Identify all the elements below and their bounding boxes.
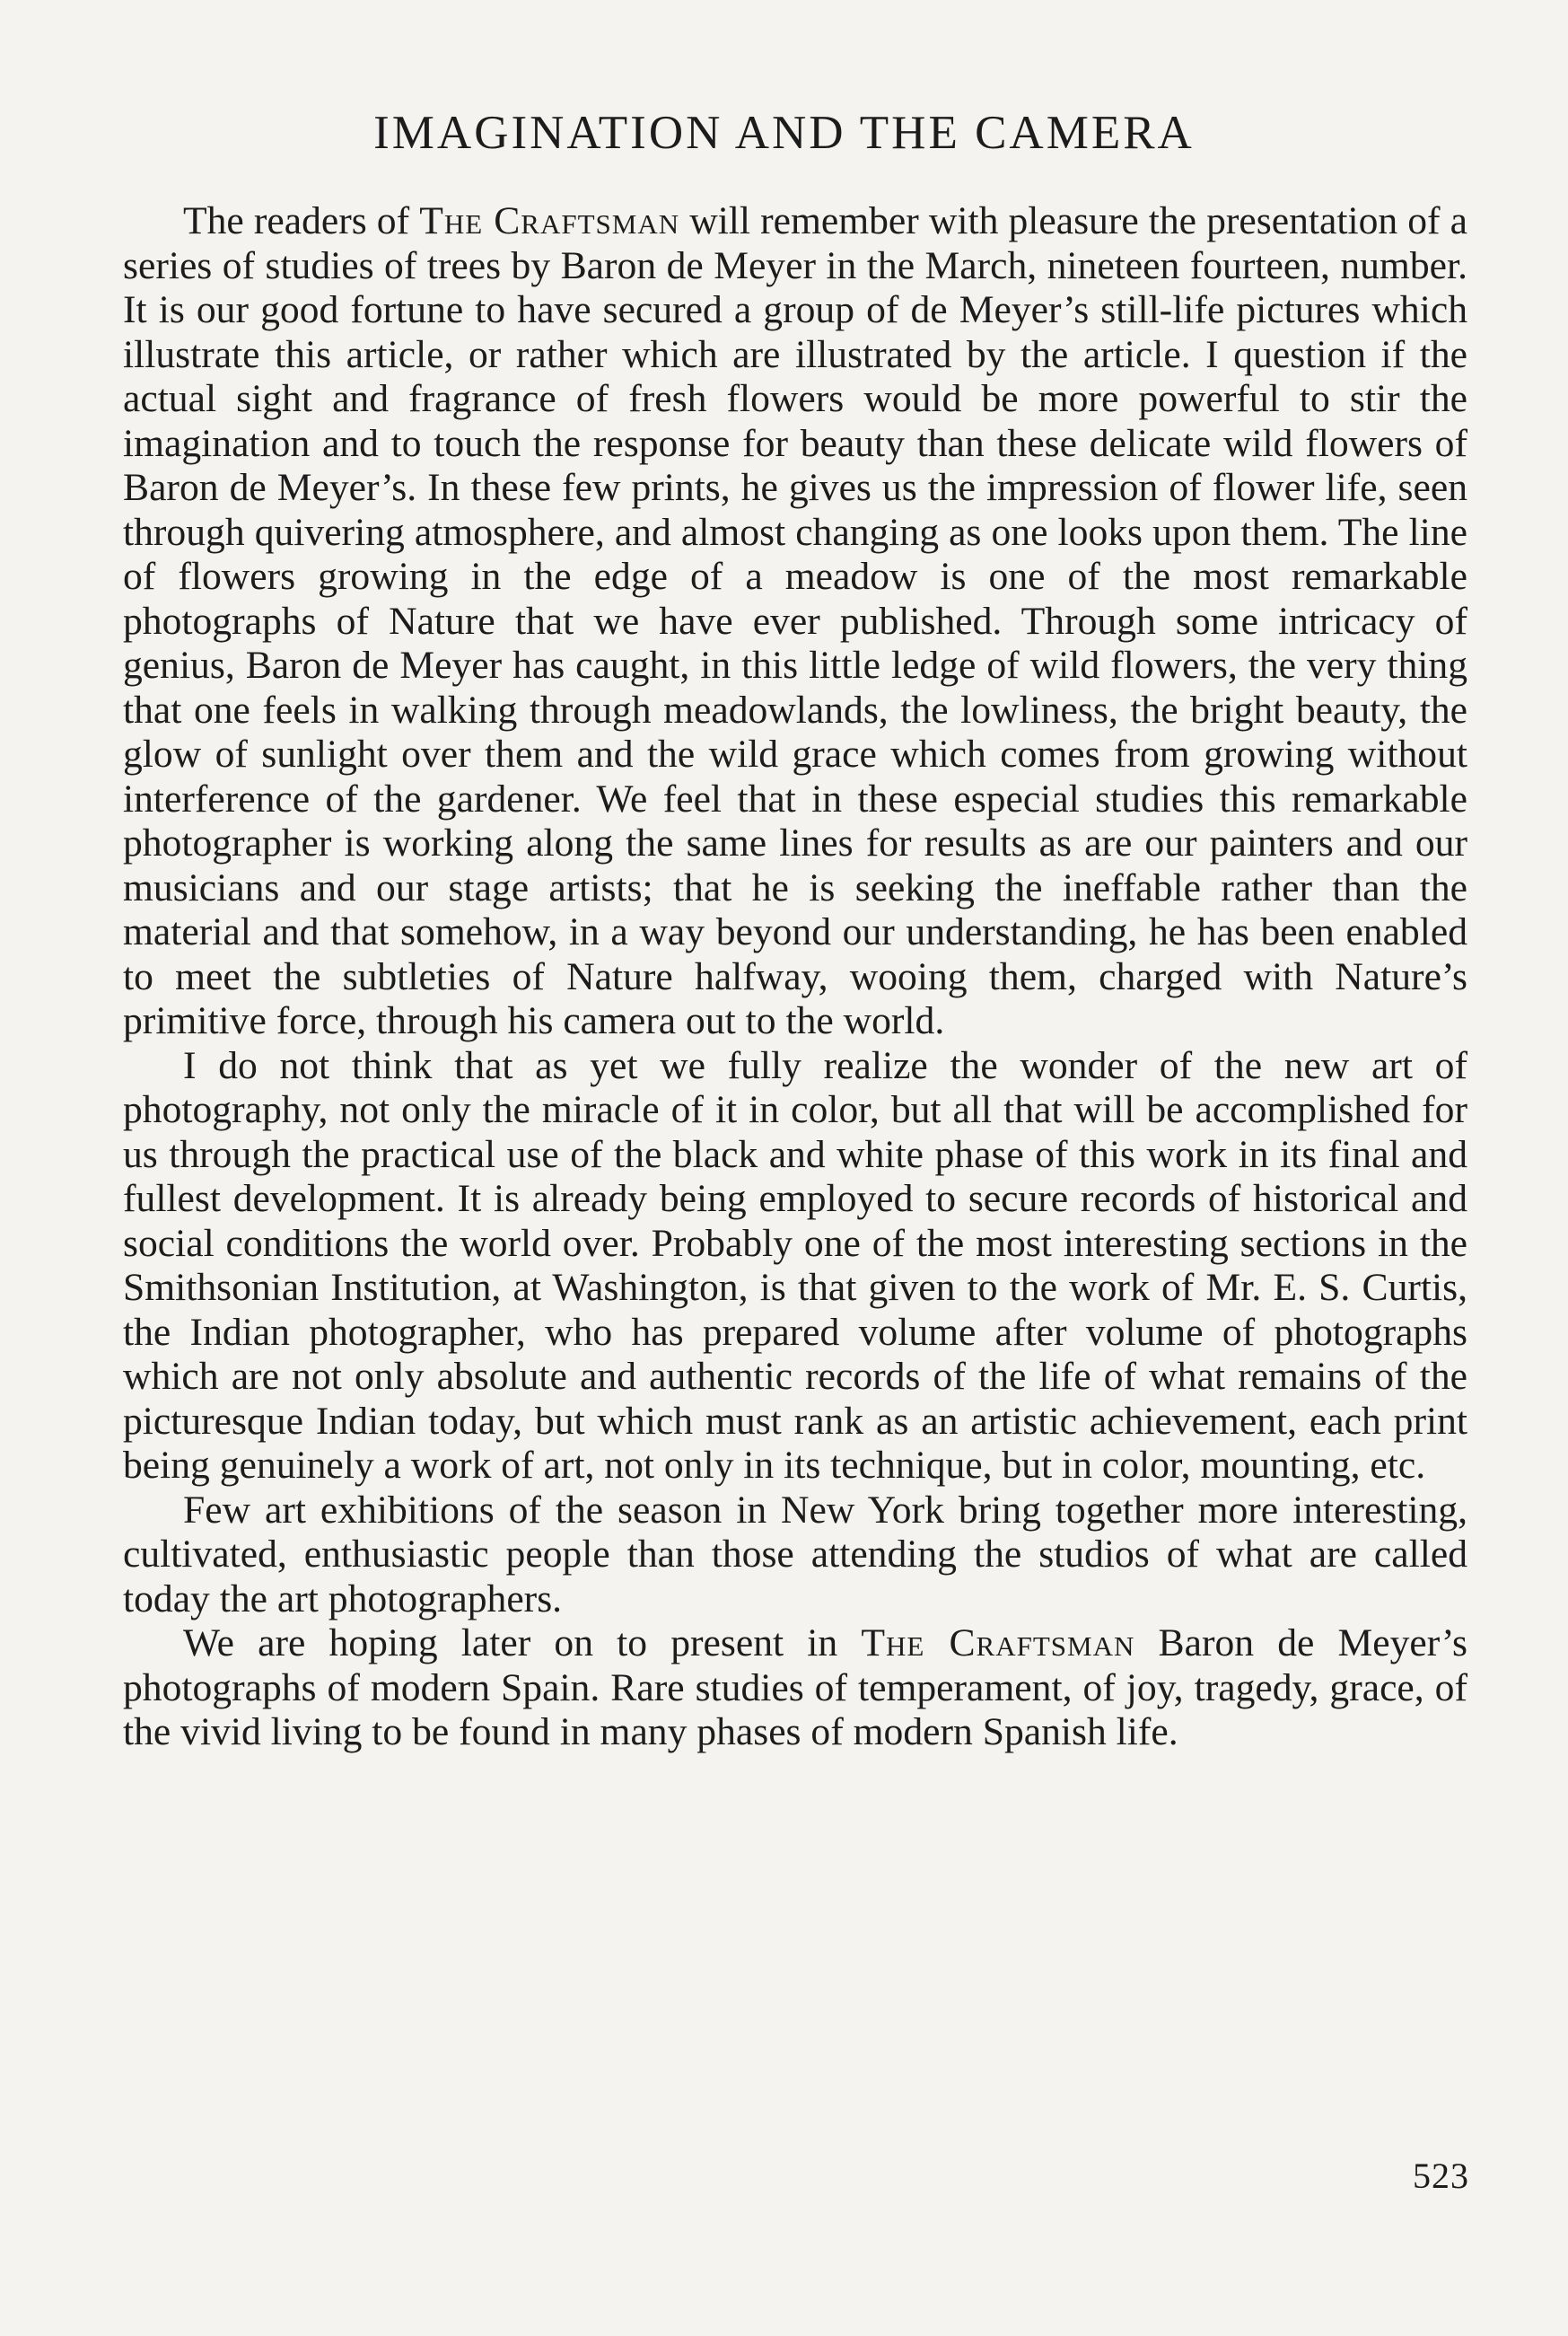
paragraph-1-intro: The readers of xyxy=(183,199,420,242)
paragraph-4 xyxy=(123,1621,1467,1755)
page-number: 523 xyxy=(1413,2156,1469,2196)
paragraph-4-intro: We are hoping later on to present in xyxy=(183,1621,862,1664)
paragraph-3: Few art exhibitions of the season in New York bring together more interesting, cultivated, enthusiastic people than those attending the studios of what are called today the art photographers. xyxy=(123,1488,1467,1620)
paragraph-2: I do not think that as yet we fully realize the wonder of the new art of photography, not only the miracle of it in color, but all that will be accomplished for us through the practical use of the black and white phase of this work in its final and fullest development. It is already being employed to secure records of historical and social conditions the world over. Probably one of the most interesting sections in the Smithsonian Institution, at Washington, is that given to the work of Mr. E. S. Curtis, the Indian photographer, who has prepared volume after volume of photographs which are not only absolute and authentic records of the life of what remains of the picturesque Indian today, but which must rank as an artistic achievement, each print being genuinely a work of art, not only in its technique, but in color, mounting, etc. xyxy=(123,1043,1467,1487)
magazine-name: The Craftsman xyxy=(419,199,680,242)
paragraph-4-body: Baron de Meyer’s photographs of modern Spain. Rare studies of temperament, of joy, tragedy, grace, of the vivid living to be found in many phases of modern Spanish life. xyxy=(123,1621,1467,1753)
paragraph-1-body: will remember with pleasure the presentation of a series of studies of trees by Baron de Meyer in the March, nineteen fourteen, number. It is our good fortune to have secured a group of de Meyer’s still-life pictures which illustrate this article, or rather which are illustrated by the article. I question if the actual sight and fragrance of fresh flowers would be more powerful to stir the imagination and to touch the response for beauty than these delicate wild flowers of Baron de Meyer’s. In these few prints, he gives us the impression of flower life, seen through quivering atmosphere, and almost changing as one looks upon them. The line of flowers growing in the edge of a meadow is one of the most remarkable photographs of Nature that we have ever published. Through some intricacy of genius, Baron de Meyer has caught, in this little ledge of wild flowers, the very thing that one feels in walking through meadowlands, the lowliness, the bright beauty, the glow of sunlight over them and the wild grace which comes from growing without interference of the gardener. We feel that in these especial studies this remarkable photographer is working along the same lines for results as are our painters and our musicians and our stage artists; that he is seeking the ineffable rather than the material and that somehow, in a way beyond our understanding, he has been enabled to meet the subtleties of Nature halfway, wooing them, charged with Nature’s primitive force, through his camera out to the world. xyxy=(123,199,1467,1042)
magazine-name: The Craftsman xyxy=(861,1621,1135,1664)
article-title: IMAGINATION AND THE CAMERA xyxy=(373,107,1195,159)
article-body xyxy=(123,199,1467,1755)
paragraph-1 xyxy=(123,199,1467,1044)
